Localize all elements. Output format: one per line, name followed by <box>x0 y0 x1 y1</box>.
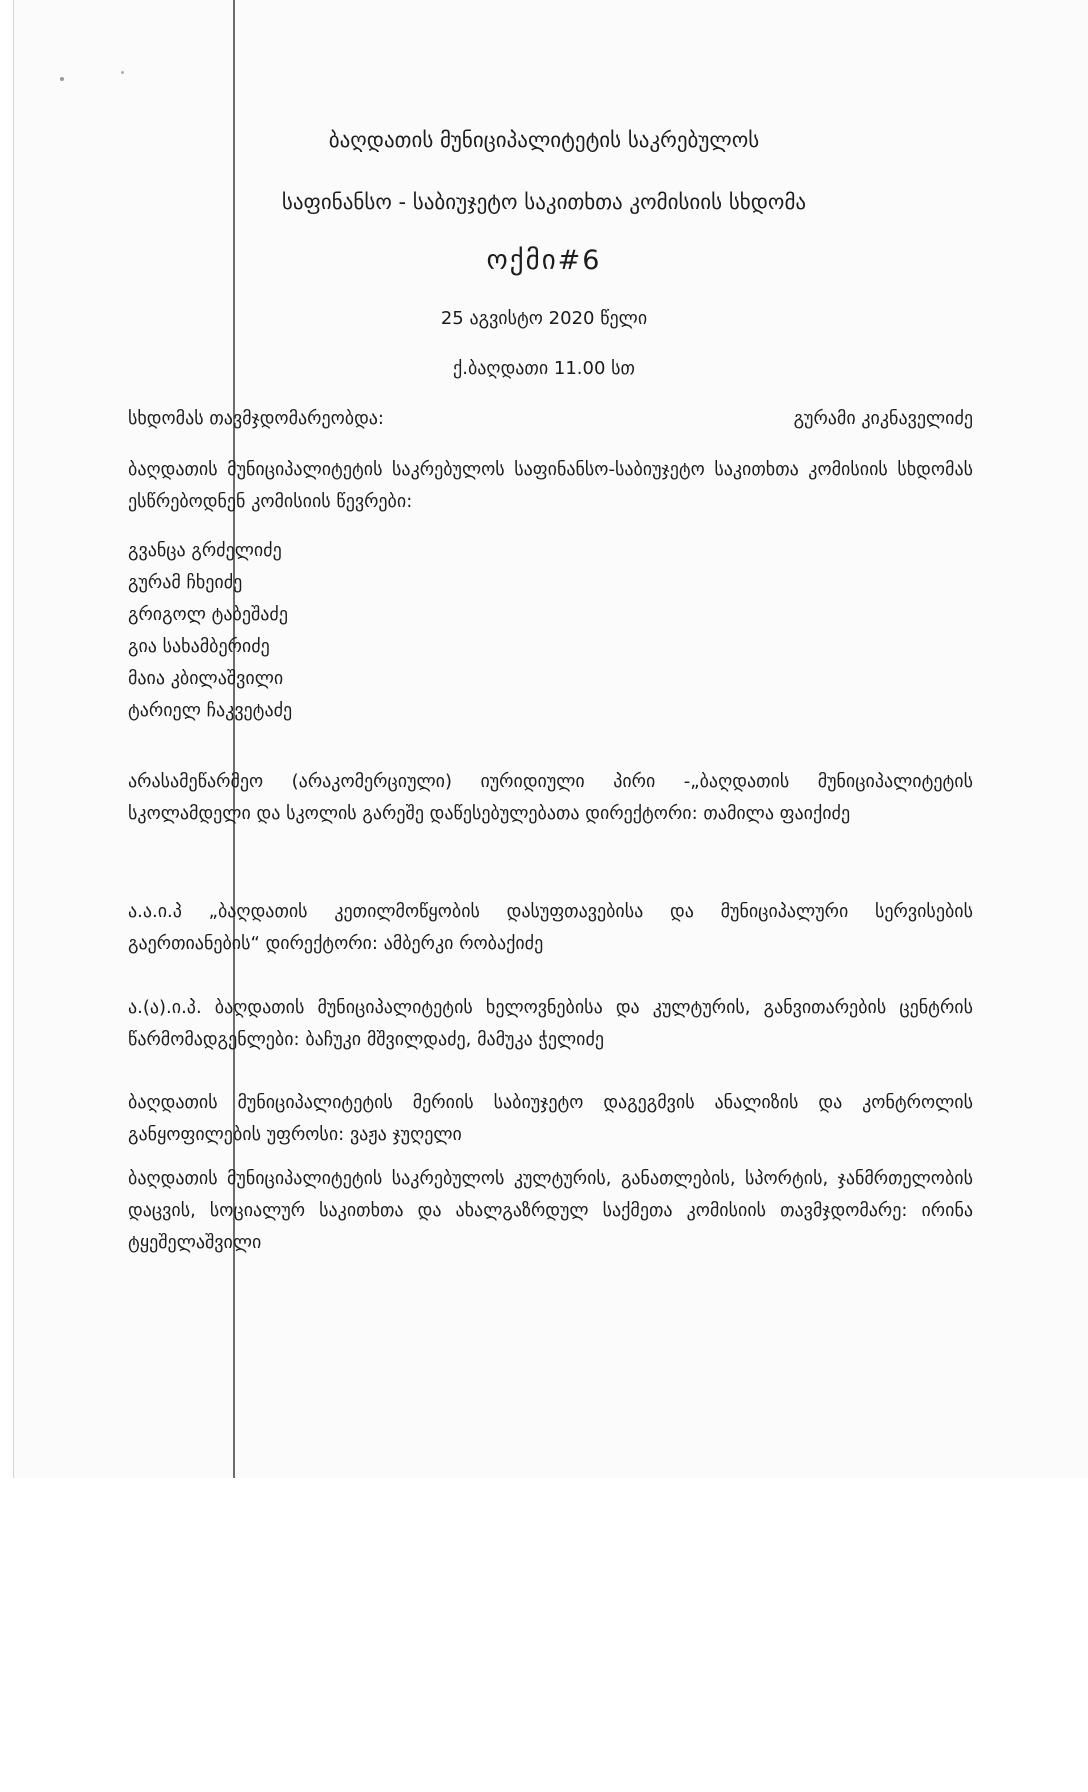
list-item: გვანცა გრძელიძე <box>128 540 282 561</box>
member-list <box>128 535 292 727</box>
sheet-edge <box>13 0 14 1478</box>
list-item: გია სახამბერიძე <box>128 636 270 657</box>
members-intro: ბაღდათის მუნიციპალიტეტის საკრებულოს საფინანსო-საბიუჯეტო საკითხთა კომისიის სხდომას ესწრებოდნენ კომისიის წევრები: <box>128 459 973 512</box>
meeting-place-time: ქ.ბაღდათი 11.00 სთ <box>453 358 635 379</box>
attendee-paragraph: ა.(ა).ი.პ. ბაღდათის მუნიციპალიტეტის ხელოვნებისა და კულტურის, განვითარების ცენტრის წარმომადგენლები: ბაჩუკი მშვილდაძე, მამუკა ჭელიძე <box>128 997 973 1050</box>
attendee-paragraph: ა.ა.ი.პ „ბაღდათის კეთილმოწყობის დასუფთავებისა და მუნიციპალური სერვისების გაერთიანების“ დირექტორი: ამბერკი რობაქიძე <box>128 901 973 954</box>
chair-label: სხდომას თავმჯდომარეობდა: <box>128 408 384 429</box>
blank-margin <box>0 1478 1088 1792</box>
scan-speck <box>121 71 124 74</box>
list-item: ტარიელ ჩაკვეტაძე <box>128 700 293 721</box>
header-line-2: საფინანსო - საბიუჯეტო საკითხთა კომისიის სხდომა <box>281 190 807 214</box>
chair-row <box>128 408 973 429</box>
header-line-1: ბაღდათის მუნიციპალიტეტის საკრებულოს <box>328 128 760 152</box>
scan-speck <box>60 77 64 81</box>
list-item: მაია კბილაშვილი <box>128 668 284 689</box>
protocol-number: ოქმი#6 <box>486 245 602 276</box>
chair-name: გურამი კიკნაველიძე <box>793 408 973 429</box>
list-item: გურამ ჩხეიძე <box>128 572 243 593</box>
list-item: გრიგოლ ტაბეშაძე <box>128 604 288 625</box>
meeting-date: 25 აგვისტო 2020 წელი <box>440 308 648 329</box>
attendee-paragraph: არასამეწარმეო (არაკომერციული) იურიდიული პირი -„ბაღდათის მუნიციპალიტეტის სკოლამდელი და სკოლის გარეშე დაწესებულებათა დირექტორი: თამილა ფაიქიძე <box>128 771 973 824</box>
attendee-paragraph: ბაღდათის მუნიციპალიტეტის საკრებულოს კულტურის, განათლების, სპორტის, ჯანმრთელობის დაცვის, სოციალურ საკითხთა და ახალგაზრდულ საქმეთა კომისიის თავმჯდომარე: ირინა ტყეშელაშვილი <box>128 1168 973 1253</box>
attendee-paragraph: ბაღდათის მუნიციპალიტეტის მერიის საბიუჯეტო დაგეგმვის ანალიზის და კონტროლის განყოფილების უფროსი: ვაჟა ჯუღელი <box>128 1092 973 1145</box>
